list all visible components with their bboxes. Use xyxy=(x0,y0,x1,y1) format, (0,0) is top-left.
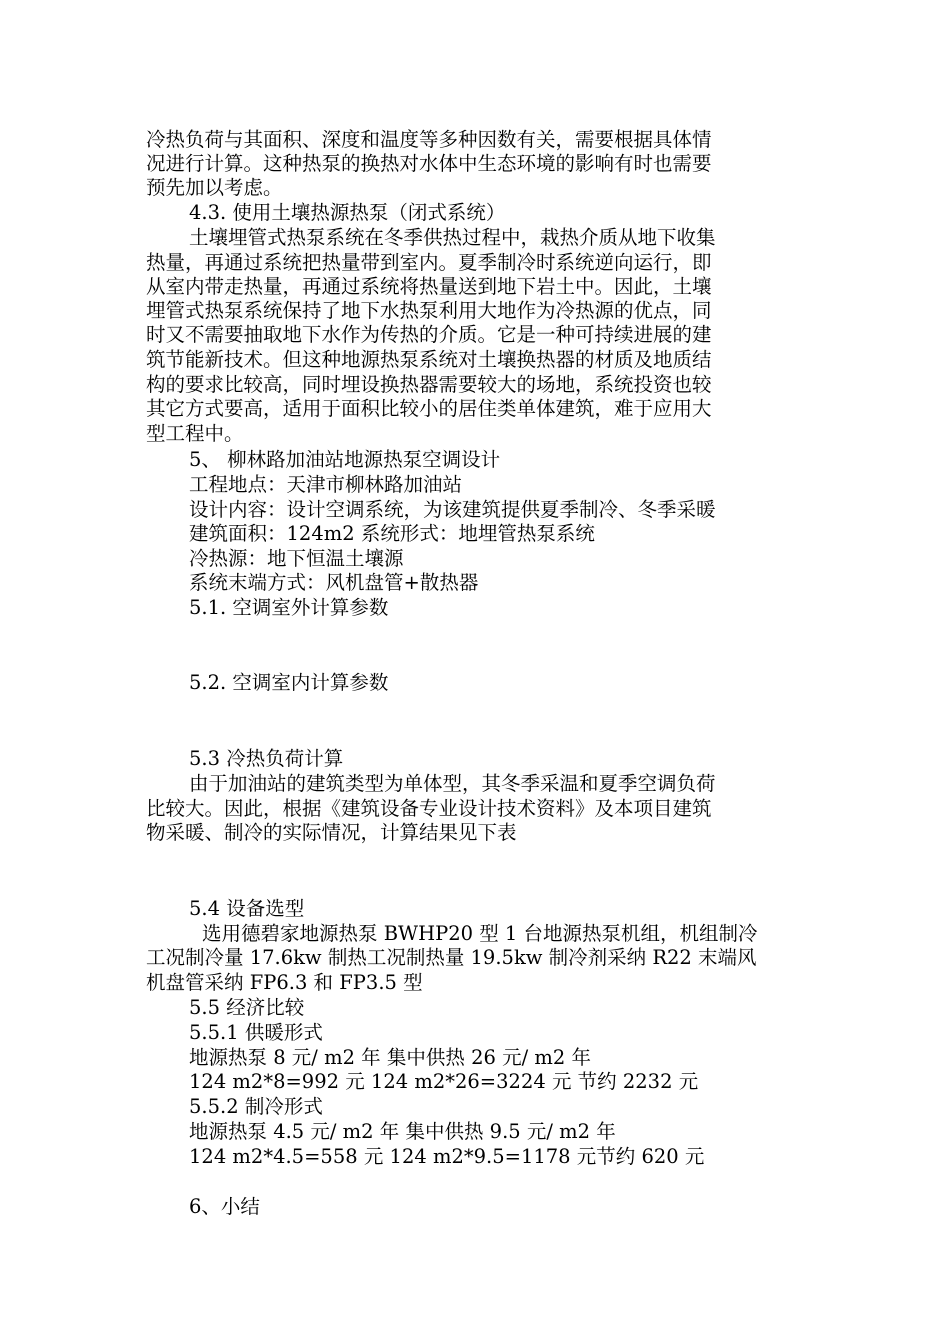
section-heading: 5.5.1 供暖形式 xyxy=(189,1021,323,1044)
section-heading: 5.1. 空调室外计算参数 xyxy=(189,596,389,619)
paragraph-line: 比较大。因此，根据《建筑设备专业设计技术资料》及本项目建筑 xyxy=(146,797,712,820)
paragraph-line: 时又不需要抽取地下水作为传热的介质。它是一种可持续进展的建 xyxy=(146,323,712,346)
section-heading: 5.5 经济比较 xyxy=(189,996,305,1019)
paragraph-line: 系统末端方式：风机盘管+散热器 xyxy=(189,571,479,594)
paragraph-line: 工况制冷量 17.6kw 制热工况制热量 19.5kw 制冷剂采纳 R22 末端风 xyxy=(146,946,757,969)
paragraph-line: 其它方式要高，适用于面积比较小的居住类单体建筑，难于应用大 xyxy=(146,397,712,420)
paragraph-line: 构的要求比较高，同时埋设换热器需要较大的场地，系统投资也较 xyxy=(146,373,712,396)
paragraph-line: 预先加以考虑。 xyxy=(146,176,283,199)
paragraph-line: 筑节能新技术。但这种地源热泵系统对土壤换热器的材质及地质结 xyxy=(146,348,712,371)
paragraph-line: 从室内带走热量，再通过系统将热量送到地下岩土中。因此，土壤 xyxy=(146,275,712,298)
paragraph-line: 物采暖、制冷的实际情况，计算结果见下表 xyxy=(146,821,517,844)
paragraph-line: 热量，再通过系统把热量带到室内。夏季制冷时系统逆向运行，即 xyxy=(146,251,712,274)
section-heading: 5.3 冷热负荷计算 xyxy=(189,747,344,770)
paragraph-line: 冷热源：地下恒温土壤源 xyxy=(189,547,404,570)
paragraph-line: 由于加油站的建筑类型为单体型，其冬季采温和夏季空调负荷 xyxy=(189,772,716,795)
paragraph-line: 选用德碧家地源热泵 BWHP20 型 1 台地源热泵机组，机组制冷 xyxy=(202,922,758,945)
section-heading: 5.2. 空调室内计算参数 xyxy=(189,671,389,694)
paragraph-line: 机盘管采纳 FP6.3 和 FP3.5 型 xyxy=(146,971,423,994)
paragraph-line: 工程地点：天津市柳林路加油站 xyxy=(189,473,463,496)
section-heading: 5.4 设备选型 xyxy=(189,897,305,920)
paragraph-line: 建筑面积：124m2 系统形式：地埋管热泵系统 xyxy=(189,522,595,545)
paragraph-line: 地源热泵 8 元/ m2 年 集中供热 26 元/ m2 年 xyxy=(189,1046,591,1069)
paragraph-line: 设计内容：设计空调系统，为该建筑提供夏季制冷、冬季采暖 xyxy=(189,498,716,521)
paragraph-line: 土壤埋管式热泵系统在冬季供热过程中，栽热介质从地下收集 xyxy=(189,226,716,249)
paragraph-line: 124 m2*4.5=558 元 124 m2*9.5=1178 元节约 620 元 xyxy=(189,1145,705,1168)
paragraph-line: 冷热负荷与其面积、深度和温度等多种因数有关，需要根据具体情 xyxy=(146,128,712,151)
section-heading: 5、 柳林路加油站地源热泵空调设计 xyxy=(189,448,501,471)
paragraph-line: 型工程中。 xyxy=(146,422,244,445)
paragraph-line: 埋管式热泵系统保持了地下水热泵利用大地作为冷热源的优点，同 xyxy=(146,299,712,322)
paragraph-line: 124 m2*8=992 元 124 m2*26=3224 元 节约 2232 元 xyxy=(189,1070,699,1093)
paragraph-line: 况进行计算。这种热泵的换热对水体中生态环境的影响有时也需要 xyxy=(146,152,712,175)
section-heading: 4.3. 使用土壤热源热泵（闭式系统） xyxy=(189,201,506,224)
section-heading: 5.5.2 制冷形式 xyxy=(189,1095,323,1118)
section-heading: 6、小结 xyxy=(189,1195,260,1218)
paragraph-line: 地源热泵 4.5 元/ m2 年 集中供热 9.5 元/ m2 年 xyxy=(189,1120,616,1143)
